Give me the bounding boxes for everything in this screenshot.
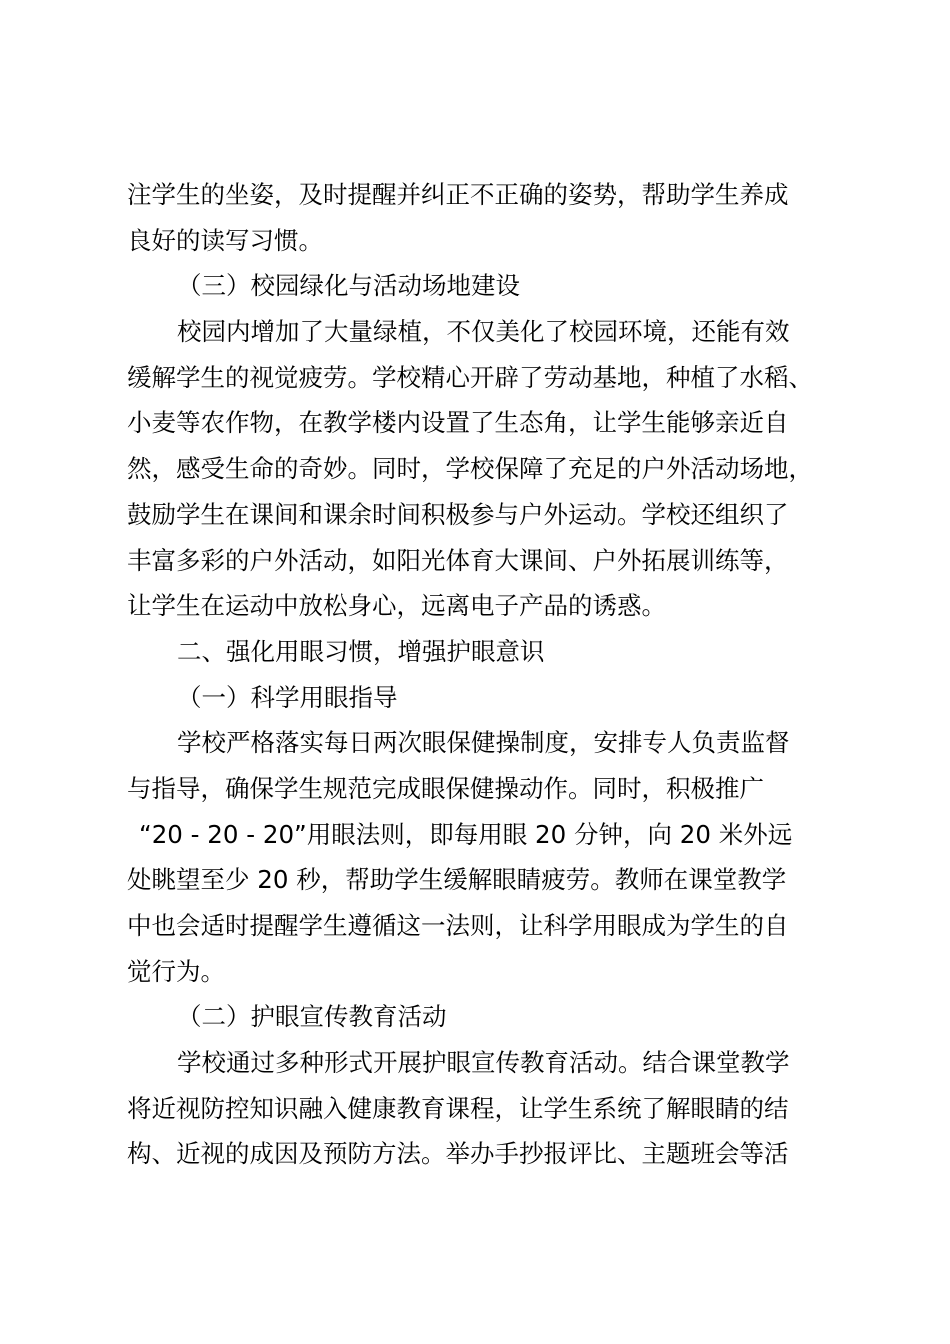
paragraph-line: 处眺望至少 20 秒，帮助学生缓解眼睛疲劳。教师在课堂教学 bbox=[127, 865, 787, 895]
section-heading-2: 二、强化用眼习惯，增强护眼意识 bbox=[177, 636, 545, 666]
section-heading-1: （一）科学用眼指导 bbox=[177, 682, 398, 712]
document-body bbox=[127, 172, 835, 1177]
paragraph-line: 让学生在运动中放松身心，远离电子产品的诱惑。 bbox=[127, 591, 666, 621]
paragraph-line: 觉行为。 bbox=[127, 956, 225, 986]
paragraph-line: 学校通过多种形式开展护眼宣传教育活动。结合课堂教学 bbox=[177, 1048, 790, 1078]
paragraph-line: 鼓励学生在课间和课余时间积极参与户外运动。学校还组织了 bbox=[127, 499, 789, 529]
paragraph-line: 学校严格落实每日两次眼保健操制度，安排专人负责监督 bbox=[177, 728, 790, 758]
section-heading-3: （三）校园绿化与活动场地建设 bbox=[177, 271, 520, 301]
paragraph-line: 校园内增加了大量绿植，不仅美化了校园环境，还能有效 bbox=[177, 317, 790, 347]
paragraph-line: 然，感受生命的奇妙。同时，学校保障了充足的户外活动场地， bbox=[127, 454, 813, 484]
paragraph-line: 构、近视的成因及预防方法。举办手抄报评比、主题班会等活 bbox=[127, 1139, 789, 1169]
paragraph-line: 中也会适时提醒学生遵循这一法则，让科学用眼成为学生的自 bbox=[127, 911, 789, 940]
paragraph-line: 丰富多彩的户外活动，如阳光体育大课间、户外拓展训练等， bbox=[127, 545, 789, 575]
paragraph-line: 将近视防控知识融入健康教育课程，让学生系统了解眼睛的结 bbox=[127, 1093, 789, 1123]
paragraph-line: 缓解学生的视觉疲劳。学校精心开辟了劳动基地，种植了水稻、 bbox=[127, 362, 813, 392]
section-heading-2b: （二）护眼宣传教育活动 bbox=[177, 1002, 447, 1032]
paragraph-line: 注学生的坐姿，及时提醒并纠正不正确的姿势，帮助学生养成 bbox=[127, 180, 789, 209]
paragraph-line: 与指导，确保学生规范完成眼保健操动作。同时，积极推广 bbox=[127, 773, 764, 803]
paragraph-line: “20 - 20 - 20”用眼法则，即每用眼 20 分钟，向 20 米外远 bbox=[139, 819, 793, 849]
paragraph-line: 小麦等农作物，在教学楼内设置了生态角，让学生能够亲近自 bbox=[127, 408, 789, 438]
paragraph-line: 良好的读写习惯。 bbox=[127, 225, 323, 255]
